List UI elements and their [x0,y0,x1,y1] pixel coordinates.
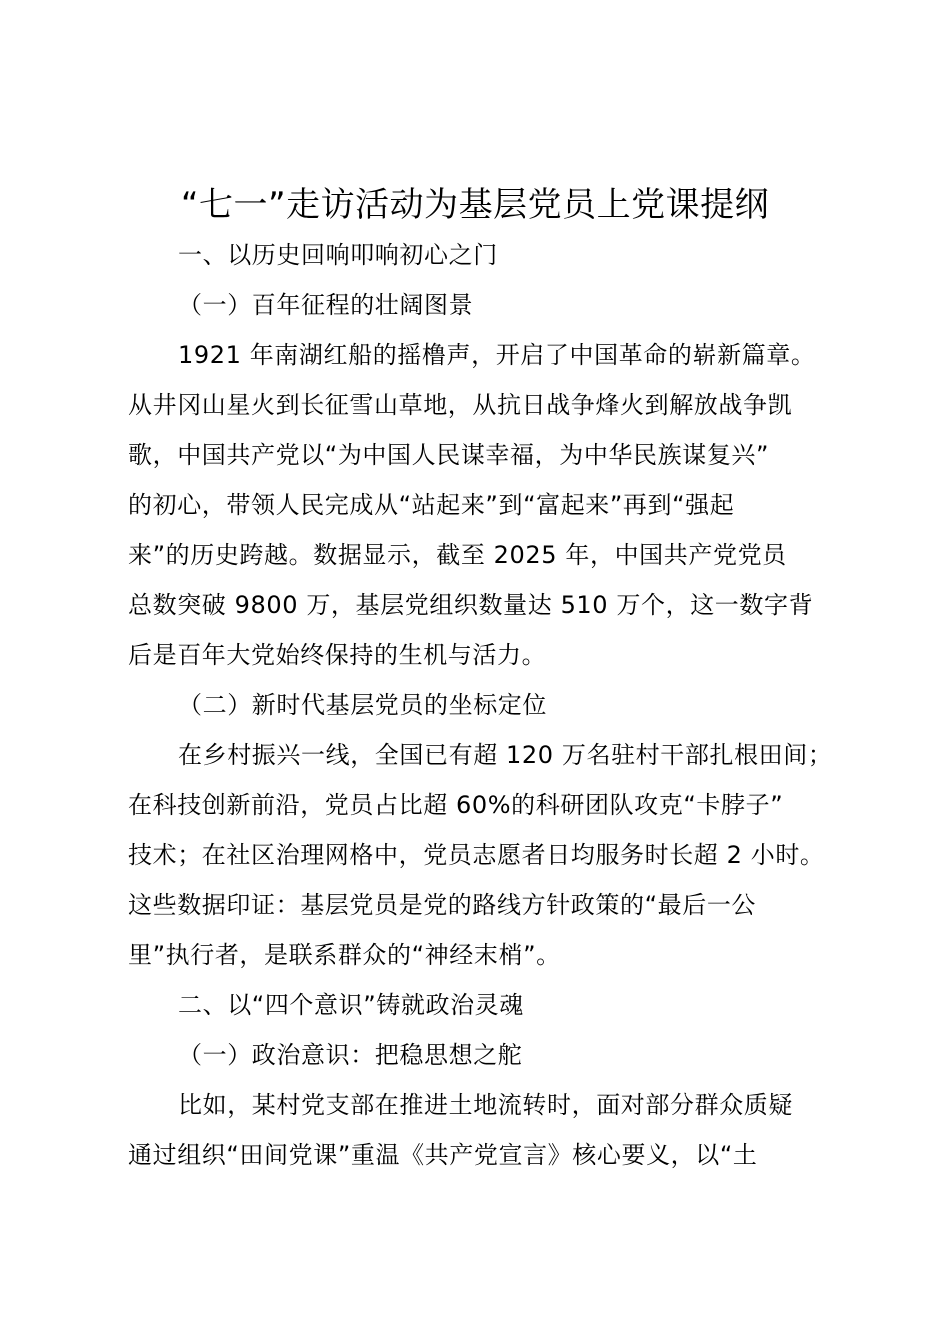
paragraph-line: 技术；在社区治理网格中，党员志愿者日均服务时长超 2 小时。 [128,841,825,869]
subsection-heading-1-1: （一）百年征程的壮阔图景 [178,291,474,319]
paragraph-line: 1921 年南湖红船的摇橹声，开启了中国革命的崭新篇章。 [178,341,816,369]
paragraph-line: 通过组织“田间党课”重温《共产党宣言》核心要义，以“土 [128,1141,758,1169]
paragraph-line: 在乡村振兴一线，全国已有超 120 万名驻村干部扎根田间； [178,741,833,769]
paragraph-line: 歌，中国共产党以“为中国人民谋幸福，为中华民族谋复兴” [128,441,770,469]
paragraph-line: 总数突破 9800 万，基层党组织数量达 510 万个，这一数字背 [128,591,814,619]
paragraph-line: 里”执行者，是联系群众的“神经末梢”。 [128,941,561,969]
document-title: “七一”走访活动为基层党员上党课提纲 [180,185,770,225]
paragraph-line: 在科技创新前沿，党员占比超 60%的科研团队攻克“卡脖子” [128,791,784,819]
paragraph-line: 的初心，带领人民完成从“站起来”到“富起来”再到“强起 [128,491,735,519]
paragraph-line: 来”的历史跨越。数据显示，截至 2025 年，中国共产党党员 [128,541,787,569]
paragraph-line: 从井冈山星火到长征雪山草地，从抗日战争烽火到解放战争凯 [128,391,793,419]
section-heading-2: 二、以“四个意识”铸就政治灵魂 [178,991,524,1019]
paragraph-line: 后是百年大党始终保持的生机与活力。 [128,641,547,669]
subsection-heading-2-1: （一）政治意识：把稳思想之舵 [178,1041,523,1069]
section-heading-1: 一、以历史回响叩响初心之门 [178,241,498,269]
paragraph-line: 这些数据印证：基层党员是党的路线方针政策的“最后一公 [128,891,757,919]
subsection-heading-1-2: （二）新时代基层党员的坐标定位 [178,691,547,719]
paragraph-line: 比如，某村党支部在推进土地流转时，面对部分群众质疑 [178,1091,793,1119]
